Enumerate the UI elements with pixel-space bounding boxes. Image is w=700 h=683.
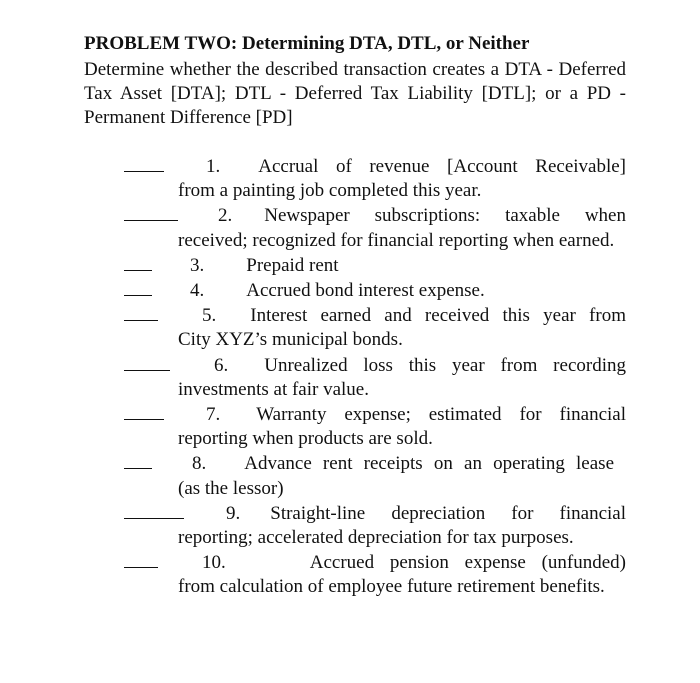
question-item-10 (124, 550, 626, 599)
question-item-2 (124, 203, 626, 252)
item-number: 8. (192, 453, 207, 475)
item-number: 10. (202, 552, 226, 574)
item-description: Accrued bond interest expense. (246, 280, 485, 302)
question-list (124, 154, 626, 600)
item-description: Advance rent receipts on an operating lease (244, 453, 614, 475)
item-description-continued: from a painting job completed this year. (178, 180, 482, 202)
answer-blank-5[interactable] (124, 303, 158, 321)
item-number: 5. (202, 305, 217, 327)
item-number: 9. (226, 502, 241, 524)
item-description-continued: City XYZ’s municipal bonds. (178, 329, 403, 351)
question-item-4 (124, 278, 626, 303)
answer-blank-1[interactable] (124, 154, 164, 172)
answer-blank-3[interactable] (124, 253, 152, 271)
question-item-3 (124, 253, 626, 278)
item-description-continued: reporting; accelerated depreciation for tax purposes. (178, 527, 574, 549)
answer-blank-9[interactable] (124, 501, 184, 519)
answer-blank-6[interactable] (124, 353, 170, 371)
item-number: 4. (190, 280, 205, 302)
item-description: Interest earned and received this year from (250, 305, 626, 327)
problem-title: PROBLEM TWO: Determining DTA, DTL, or Neither (84, 33, 530, 54)
answer-blank-2[interactable] (124, 203, 178, 221)
item-description: Prepaid rent (246, 254, 339, 276)
item-description-continued: from calculation of employee future retirement benefits. (178, 576, 605, 598)
item-number: 1. (206, 156, 221, 177)
question-item-1 (124, 154, 626, 203)
item-description: Warranty expense; estimated for financial (256, 404, 626, 426)
item-description-continued: reporting when products are sold. (178, 428, 433, 450)
question-item-5 (124, 303, 626, 352)
answer-blank-7[interactable] (124, 402, 164, 420)
item-description-continued: (as the lessor) (178, 477, 284, 499)
answer-blank-8[interactable] (124, 451, 152, 469)
answer-blank-10[interactable] (124, 550, 158, 568)
question-item-8 (124, 451, 626, 500)
item-description-continued: received; recognized for financial reporting when earned. (178, 229, 615, 251)
item-number: 7. (206, 404, 221, 426)
answer-blank-4[interactable] (124, 278, 152, 296)
question-item-6 (124, 353, 626, 402)
question-item-9 (124, 501, 626, 550)
item-description-continued: investments at fair value. (178, 378, 369, 400)
item-description: Accrual of revenue [Account Receivable] (258, 156, 626, 177)
item-description: Newspaper subscriptions: taxable when (264, 205, 626, 227)
question-item-7 (124, 402, 626, 451)
item-description: Straight-line depreciation for financial (270, 502, 626, 524)
item-description: Accrued pension expense (unfunded) (309, 552, 626, 574)
item-number: 6. (214, 354, 229, 376)
problem-instructions: Determine whether the described transaction creates a DTA - Deferred Tax Asset [DTA]; DTL - Deferred Tax Liability [DTL]; or a PD - Permanent Difference [PD] (84, 59, 626, 128)
item-description: Unrealized loss this year from recording (264, 354, 626, 376)
item-number: 3. (190, 254, 205, 276)
item-number: 2. (218, 205, 233, 227)
